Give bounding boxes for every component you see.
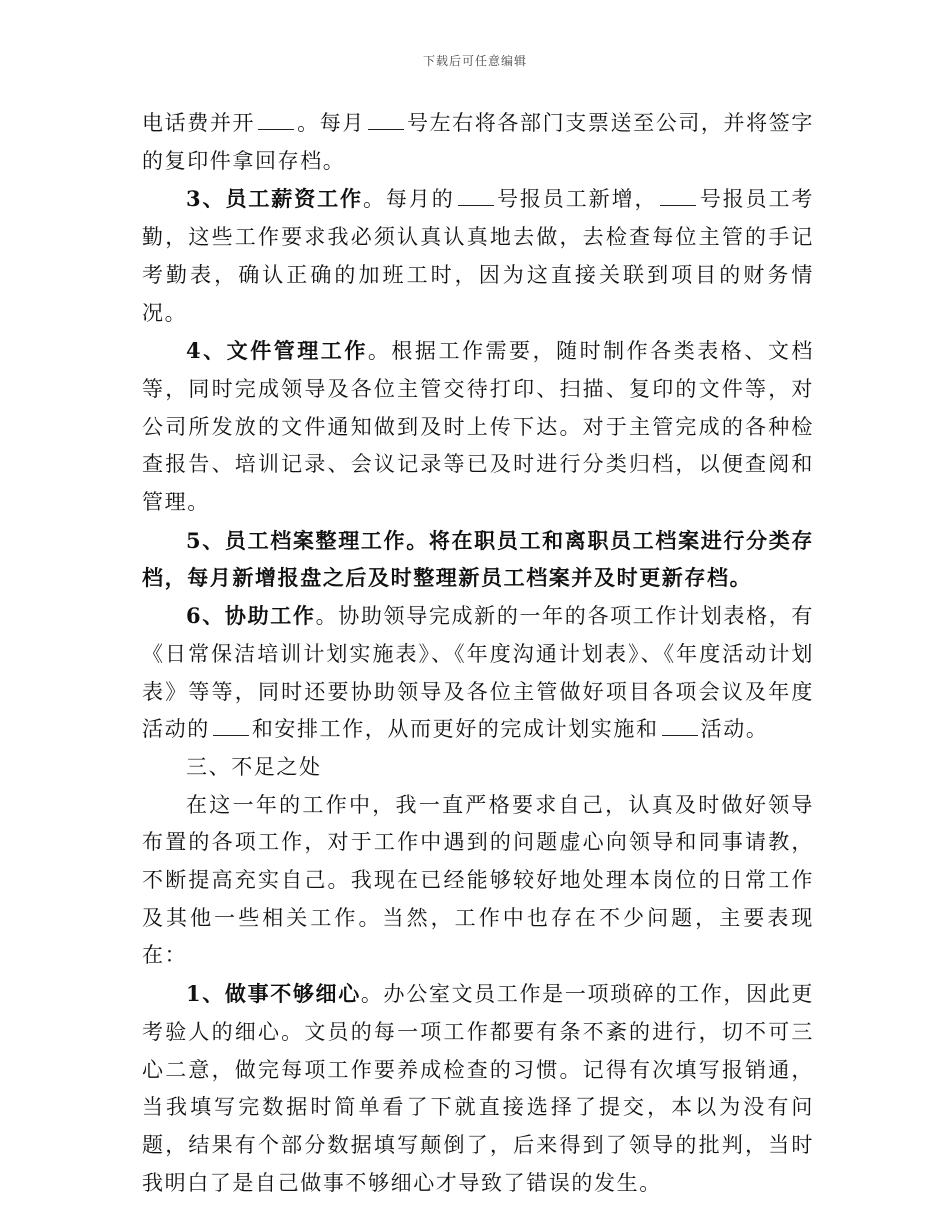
document-body xyxy=(142,105,814,1202)
blank-line xyxy=(660,187,696,206)
text-segment: 号左右将各部门支票送至公司，并将签字的复印件拿回存档。 xyxy=(142,111,814,173)
paragraph-file-management xyxy=(142,332,814,522)
text-segment: 。协助领导完成新的一年的各项工作计划表格，有《日常保洁培训计划实施表》、《年度沟通计划表》、《年度活动计划表》等等，同时还要协助领导及各位主管做好项目各项会议及年度活动的 xyxy=(142,604,814,742)
paragraph-assist xyxy=(142,597,814,749)
blank-line xyxy=(258,111,294,130)
blank-line xyxy=(458,187,494,206)
text-segment: 。办公室文员工作是一项琐碎的工作，因此更考验人的细心。文员的每一项工作都要有条不紊的进行，切不可三心二意，做完每项工作要养成检查的习惯。记得有次填写报销通，当我填写完数据时简单看了下就直接选择了提交，本以为没有问题，结果有个部分数据填写颠倒了，后来得到了领导的批判，当时我明白了是自己做事不够细心才导致了错误的发生。 xyxy=(142,982,814,1195)
text-segment: 号报员工新增， xyxy=(496,187,658,212)
item-heading: 1、做事不够细心 xyxy=(186,981,361,1007)
text-segment: 活动。 xyxy=(700,717,769,742)
text-segment: 。每月 xyxy=(297,111,365,135)
paragraph-carelessness xyxy=(142,975,814,1202)
text-segment: 。每月的 xyxy=(362,187,455,212)
paragraph-salary xyxy=(142,180,814,332)
paragraph-overview: 在这一年的工作中，我一直严格要求自己，认真及时做好领导布置的各项工作，对于工作中遇到的问题虚心向领导和同事请教，不断提高充实自己。我现在已经能够较好地处理本岗位的日常工作及其他一些相关工作。当然，工作中也存在不少问题，主要表现在： xyxy=(142,792,814,968)
text-segment: 和安排工作，从而更好的完成计划实施和 xyxy=(251,717,659,742)
item-heading: 4、文件管理工作 xyxy=(186,338,368,364)
blank-line xyxy=(662,717,698,736)
item-heading: 3、员工薪资工作 xyxy=(186,186,363,212)
text-segment: 。根据工作需要，随时制作各类表格、文档等，同时完成领导及各位主管交待打印、扫描、复印的文件等，对公司所发放的文件通知做到及时上传下达。对于主管完成的各种检查报告、培训记录、会议记录等已及时进行分类归档，以便查阅和管理。 xyxy=(142,339,814,515)
page-header: 下载后可任意编辑 xyxy=(422,54,527,68)
paragraph-archive: 5、员工档案整理工作。将在职员工和离职员工档案进行分类存档，每月新增报盘之后及时整理新员工档案并及时更新存档。 xyxy=(142,527,814,591)
text-segment: 号报员工考勤，这些工作要求我必须认真认真地去做，去检查每位主管的手记考勤表，确认正确的加班工时，因为这直接关联到项目的财务情况。 xyxy=(142,187,814,325)
text-segment: 电话费并开 xyxy=(142,111,256,135)
paragraph-phone-bill xyxy=(142,105,814,180)
section-heading: 三、不足之处 xyxy=(186,754,322,779)
blank-line xyxy=(368,111,404,130)
blank-line xyxy=(213,717,249,736)
item-heading: 6、协助工作 xyxy=(186,603,316,629)
